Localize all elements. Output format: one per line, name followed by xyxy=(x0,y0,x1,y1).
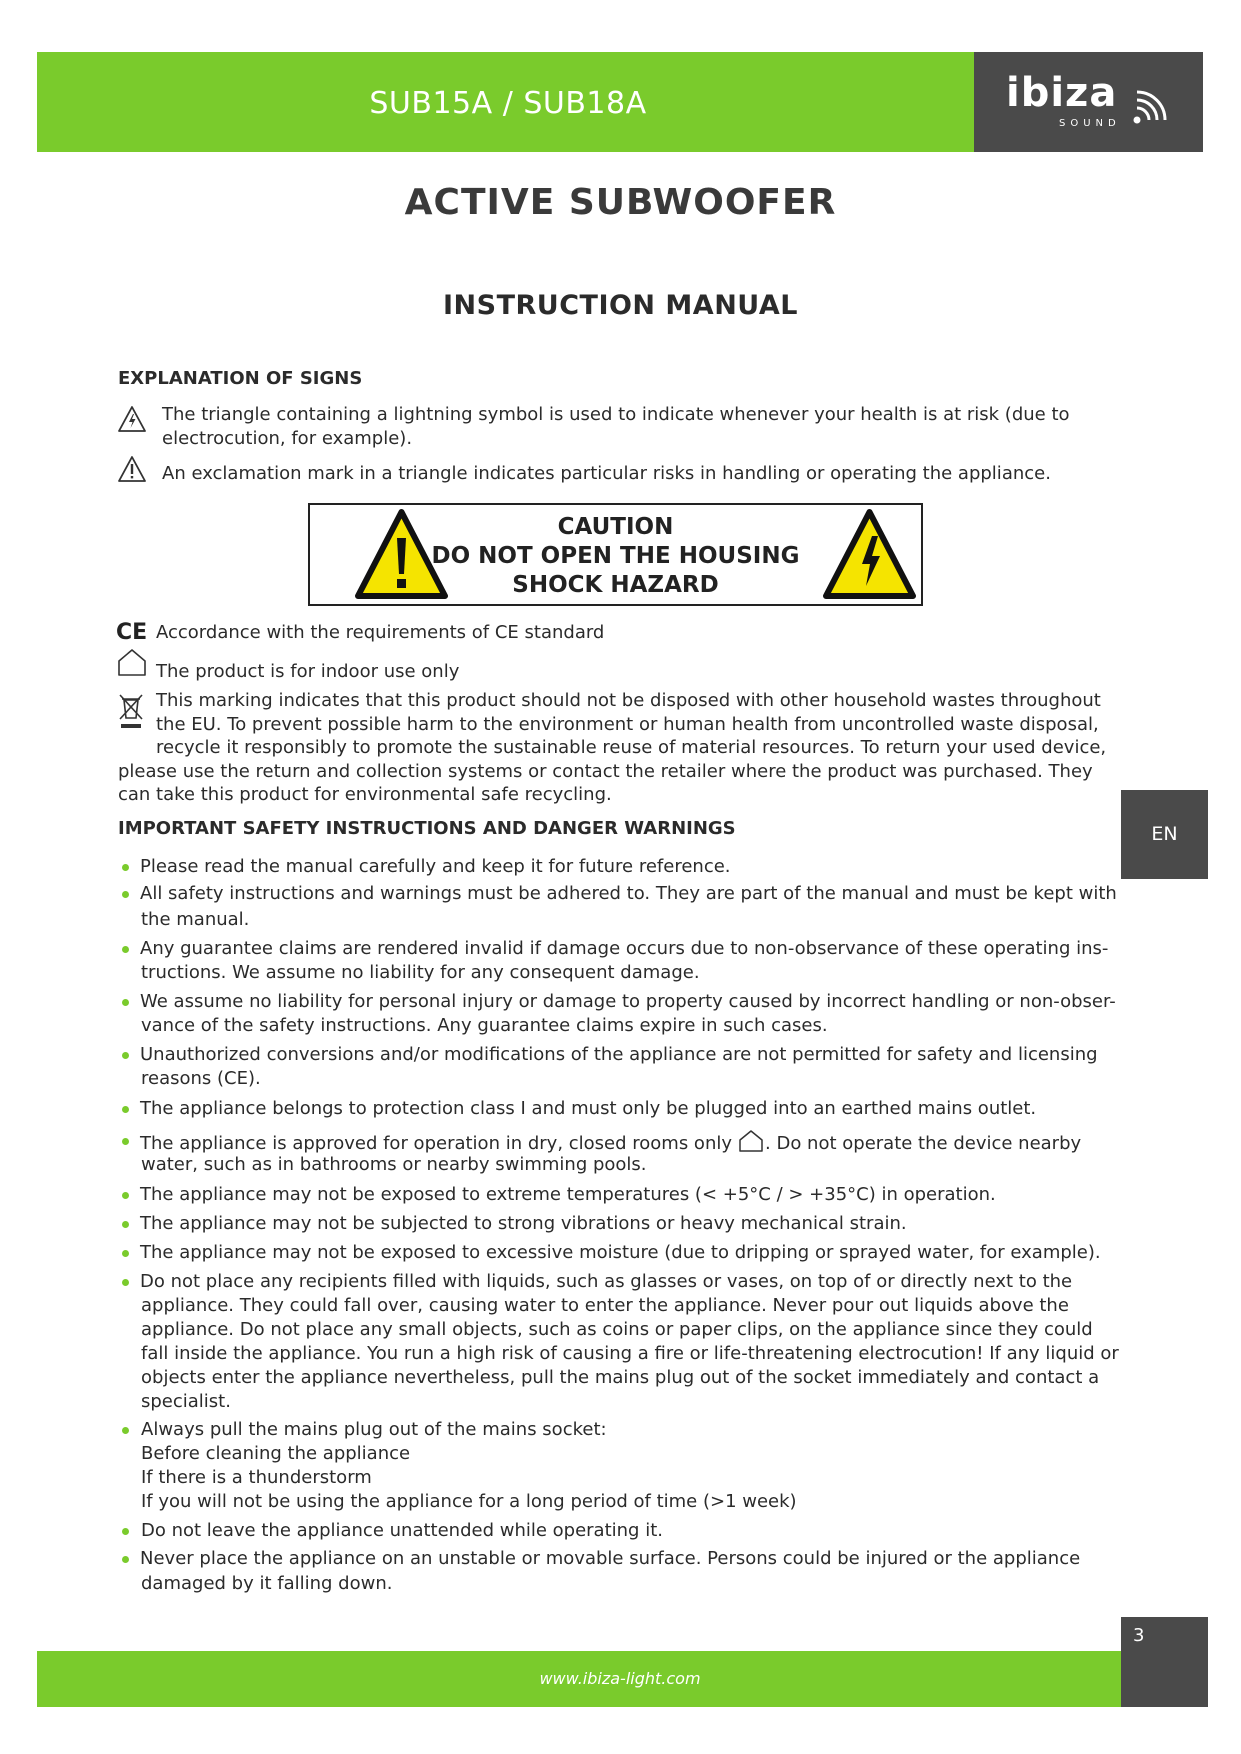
lightning-triangle-icon xyxy=(117,405,147,433)
weee-desc-line: please use the return and collection systems or contact the retailer where the product was purchased. They xyxy=(118,761,1093,782)
indoor-desc: The product is for indoor use only xyxy=(156,661,460,682)
language-tab: EN xyxy=(1121,790,1208,879)
safety-item: We assume no liability for personal injury or damage to property caused by incorrect handling or non-obser- xyxy=(140,991,1116,1012)
safety-heading: IMPORTANT SAFETY INSTRUCTIONS AND DANGER WARNINGS xyxy=(118,818,736,839)
page-number: 3 xyxy=(1133,1625,1145,1646)
safety-item: Please read the manual carefully and keep it for future reference. xyxy=(140,856,731,877)
indoor-house-icon xyxy=(738,1129,764,1153)
signs-heading: EXPLANATION OF SIGNS xyxy=(118,368,363,389)
header-bar xyxy=(37,52,1203,152)
caution-line-1: CAUTION xyxy=(557,514,674,540)
safety-item: tructions. We assume no liability for any consequent damage. xyxy=(141,962,700,983)
safety-item: Do not leave the appliance unattended while operating it. xyxy=(141,1520,663,1541)
safety-item: If there is a thunderstorm xyxy=(141,1467,372,1488)
website-url: www.ibiza-light.com xyxy=(539,1669,701,1688)
weee-bin-icon xyxy=(117,692,145,730)
safety-item: All safety instructions and warnings must be adhered to. They are part of the manual and must be kept with xyxy=(140,883,1117,904)
safety-item: vance of the safety instructions. Any guarantee claims expire in such cases. xyxy=(141,1015,828,1036)
safety-item: Any guarantee claims are rendered invalid if damage occurs due to non-observance of these operating ins- xyxy=(140,938,1109,959)
safety-item: The appliance may not be subjected to strong vibrations or heavy mechanical strain. xyxy=(140,1213,907,1234)
safety-item: Unauthorized conversions and/or modifications of the appliance are not permitted for safety and licensing xyxy=(140,1044,1098,1065)
safety-item: appliance. They could fall over, causing water to enter the appliance. Never pour out liquids above the xyxy=(141,1295,1069,1316)
safety-item: damaged by it falling down. xyxy=(141,1573,393,1594)
caution-label xyxy=(308,503,923,606)
lightning-desc-line: The triangle containing a lightning symbol is used to indicate whenever your health is at risk (due to xyxy=(162,404,1070,425)
safety-item: Do not place any recipients filled with liquids, such as glasses or vases, on top of or directly next to the xyxy=(140,1271,1073,1292)
safety-item: The appliance may not be exposed to excessive moisture (due to dripping or sprayed water, for example). xyxy=(140,1242,1101,1263)
safety-item: fall inside the appliance. You run a high risk of causing a fire or life-threatening electrocution! If any liquid or xyxy=(141,1343,1119,1364)
weee-desc-line: This marking indicates that this product should not be disposed with other household wastes throughout xyxy=(156,690,1101,711)
exclamation-triangle-icon xyxy=(117,455,147,483)
model-title: SUB15A / SUB18A xyxy=(369,86,647,121)
safety-item: Never place the appliance on an unstable or movable surface. Persons could be injured or the appliance xyxy=(140,1548,1081,1569)
warning-lightning-icon xyxy=(822,508,917,601)
weee-desc-line: recycle it responsibly to promote the sustainable reuse of material resources. To return your used device, xyxy=(156,737,1107,758)
safety-item-part: The appliance is approved for operation in dry, closed rooms only xyxy=(140,1133,733,1154)
safety-item: The appliance belongs to protection class I and must only be plugged into an earthed mains outlet. xyxy=(140,1098,1037,1119)
logo-subtitle: SOUND xyxy=(1059,118,1121,129)
page-number-box xyxy=(1121,1617,1208,1707)
safety-item: appliance. Do not place any small objects, such as coins or paper clips, on the appliance since they could xyxy=(141,1319,1093,1340)
page-subtitle: INSTRUCTION MANUAL xyxy=(442,290,798,321)
ce-mark-icon: CE xyxy=(116,620,148,645)
logo-wordmark: ibiza xyxy=(1006,70,1118,116)
safety-item: reasons (CE). xyxy=(141,1068,261,1089)
safety-item: objects enter the appliance nevertheless, pull the mains plug out of the socket immediately and contact a xyxy=(141,1367,1100,1388)
safety-item: Before cleaning the appliance xyxy=(141,1443,411,1464)
safety-item-part: . Do not operate the device nearby xyxy=(765,1133,1082,1154)
lightning-desc-line: electrocution, for example). xyxy=(162,428,413,449)
caution-line-3: SHOCK HAZARD xyxy=(512,572,719,598)
weee-desc-line: the EU. To prevent possible harm to the environment or human health from uncontrolled waste disposal, xyxy=(156,714,1099,735)
indoor-house-icon xyxy=(117,647,147,677)
brand-logo xyxy=(974,52,1203,152)
exclamation-desc: An exclamation mark in a triangle indicates particular risks in handling or operating the appliance. xyxy=(162,463,1051,484)
safety-item: Always pull the mains plug out of the mains socket: xyxy=(141,1419,607,1440)
sound-waves-icon xyxy=(1131,88,1175,128)
safety-item xyxy=(140,1129,1081,1156)
safety-item: the manual. xyxy=(141,909,250,930)
safety-item: The appliance may not be exposed to extreme temperatures (< +5°C / > +35°C) in operation. xyxy=(140,1184,996,1205)
page-title: ACTIVE SUBWOOFER xyxy=(404,182,837,223)
safety-item: If you will not be using the appliance for a long period of time (>1 week) xyxy=(141,1491,797,1512)
weee-desc-line: can take this product for environmental safe recycling. xyxy=(118,784,612,805)
safety-item: water, such as in bathrooms or nearby swimming pools. xyxy=(141,1154,647,1175)
safety-item: specialist. xyxy=(141,1391,231,1412)
footer-bar xyxy=(37,1651,1121,1707)
ce-desc: Accordance with the requirements of CE standard xyxy=(156,622,605,643)
caution-line-2: DO NOT OPEN THE HOUSING xyxy=(431,543,800,569)
